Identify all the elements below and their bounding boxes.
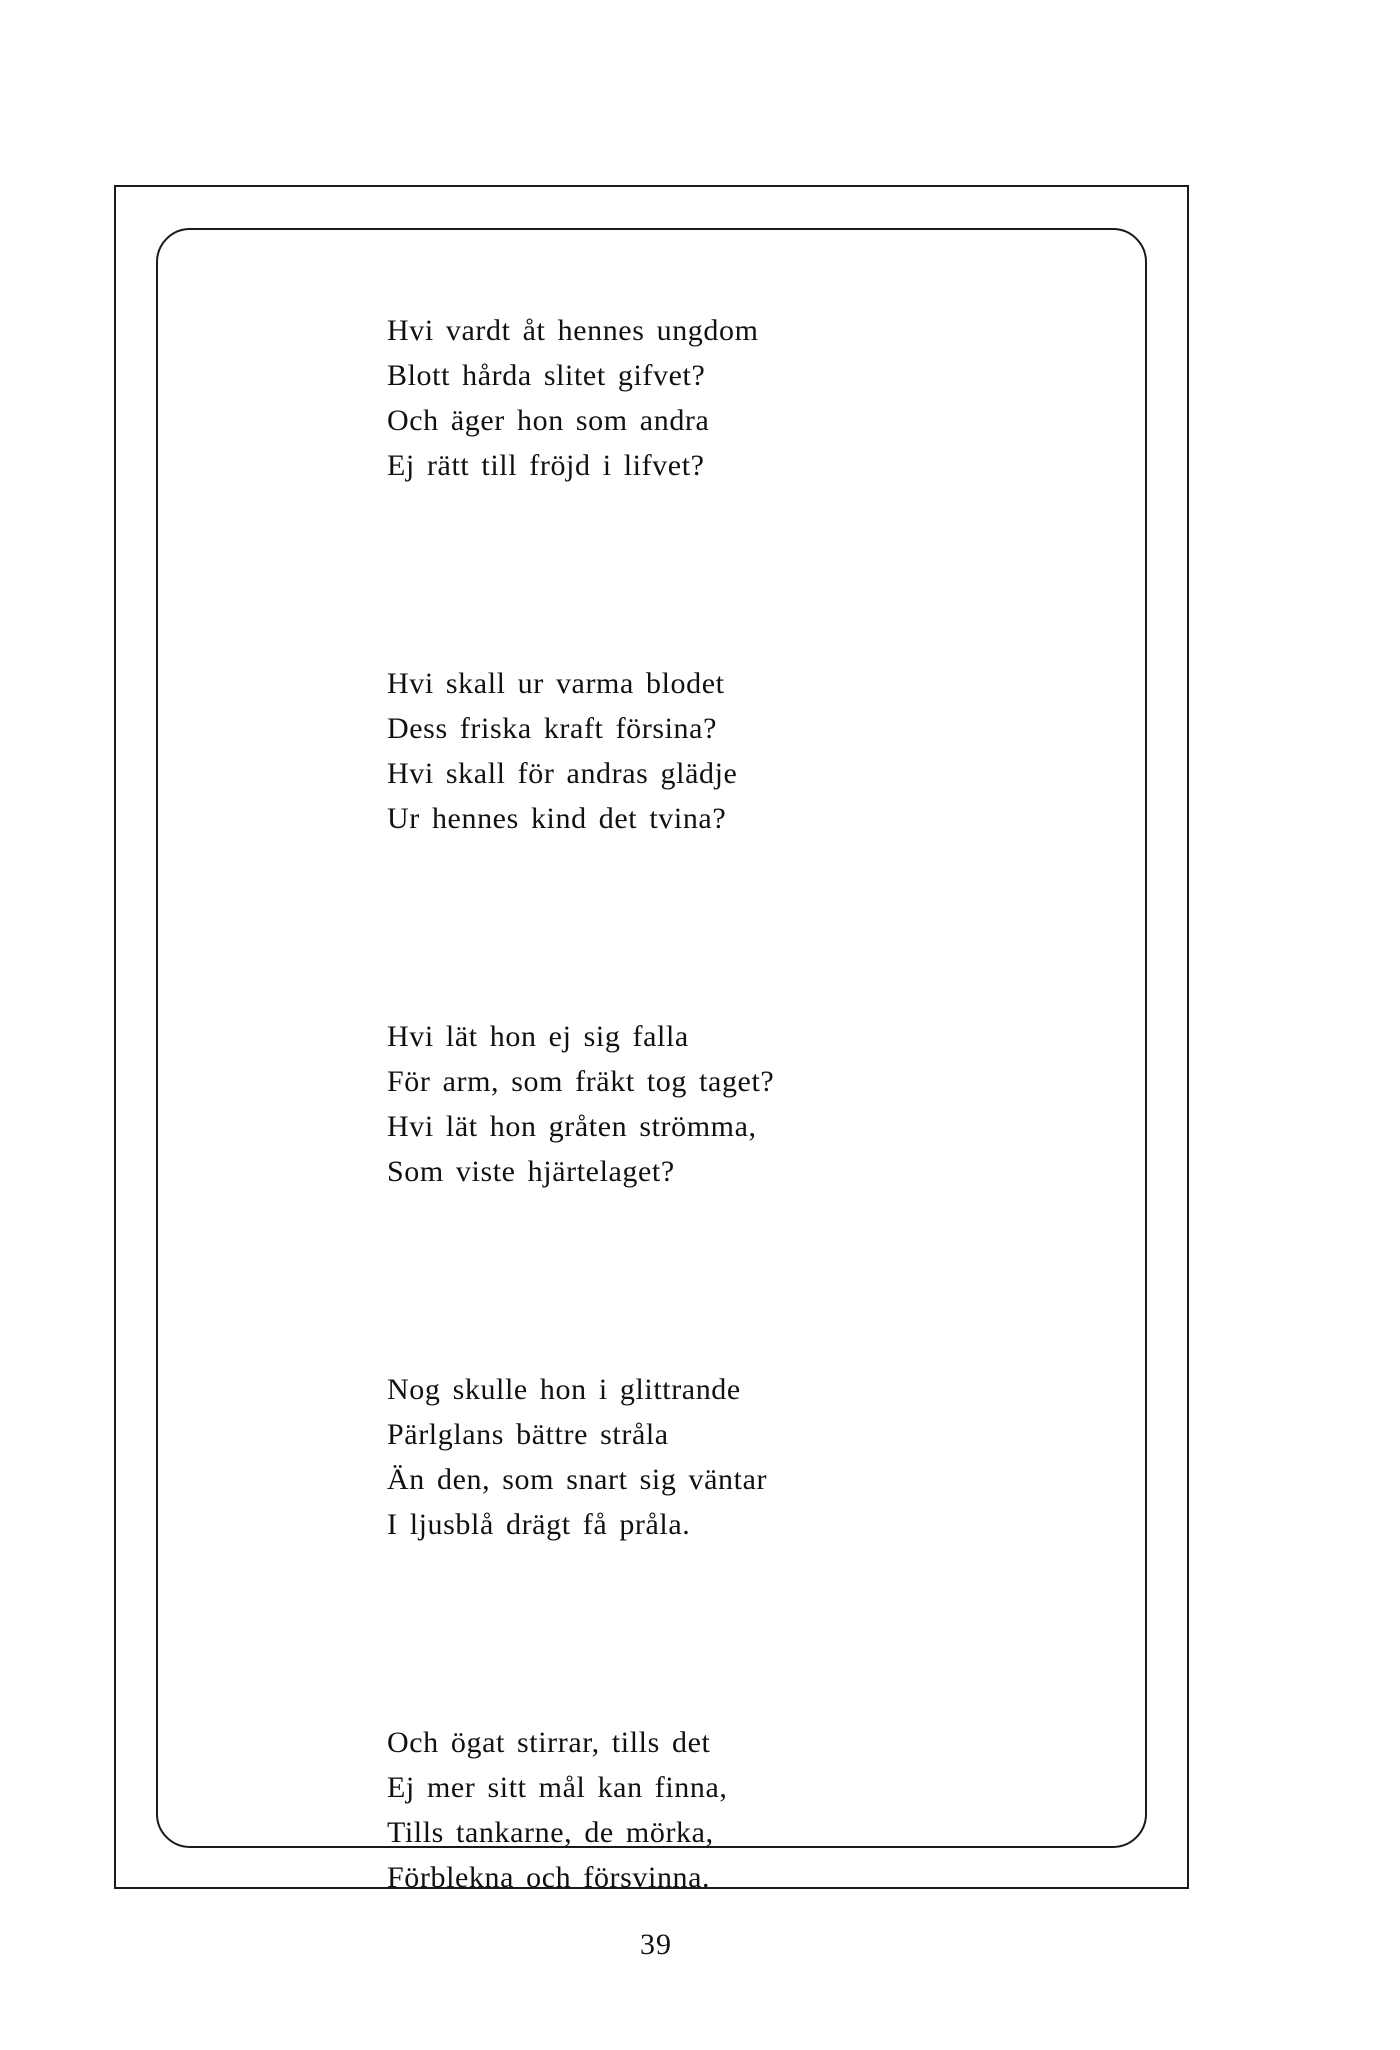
poem-line: Än den, som snart sig väntar [387,1463,768,1496]
poem-line: Hvi skall för andras glädje [387,757,738,790]
poem-line: Hvi lät hon gråten strömma, [387,1110,757,1143]
stanza-3 [387,1014,1107,1194]
poem-line: Ur hennes kind det tvina? [387,802,727,835]
stanza-1 [387,308,1107,488]
poem-line: Hvi skall ur varma blodet [387,667,725,700]
stanza-5 [387,1720,1107,1900]
poem-line: Dess friska kraft försina? [387,712,717,745]
stanza-2 [387,661,1107,841]
poem [387,308,1107,1900]
poem-line: Och ögat stirrar, tills det [387,1726,711,1759]
poem-line: Och äger hon som andra [387,404,710,437]
poem-line: Hvi lät hon ej sig falla [387,1020,689,1053]
poem-line: Blott hårda slitet gifvet? [387,359,706,392]
poem-line: Pärlglans bättre stråla [387,1418,669,1451]
poem-line: Hvi vardt åt hennes ungdom [387,314,759,347]
poem-line: Förblekna och försvinna. [387,1861,711,1894]
stanza-4 [387,1367,1107,1547]
poem-line: Tills tankarne, de mörka, [387,1816,714,1849]
poem-line: I ljusblå drägt få pråla. [387,1508,691,1541]
poem-line: Ej mer sitt mål kan finna, [387,1771,728,1804]
poem-line: För arm, som fräkt tog taget? [387,1065,775,1098]
poem-line: Ej rätt till fröjd i lifvet? [387,449,705,482]
page-number: 39 [640,1928,672,1961]
poem-line: Som viste hjärtelaget? [387,1155,675,1188]
poem-line: Nog skulle hon i glittrande [387,1373,741,1406]
